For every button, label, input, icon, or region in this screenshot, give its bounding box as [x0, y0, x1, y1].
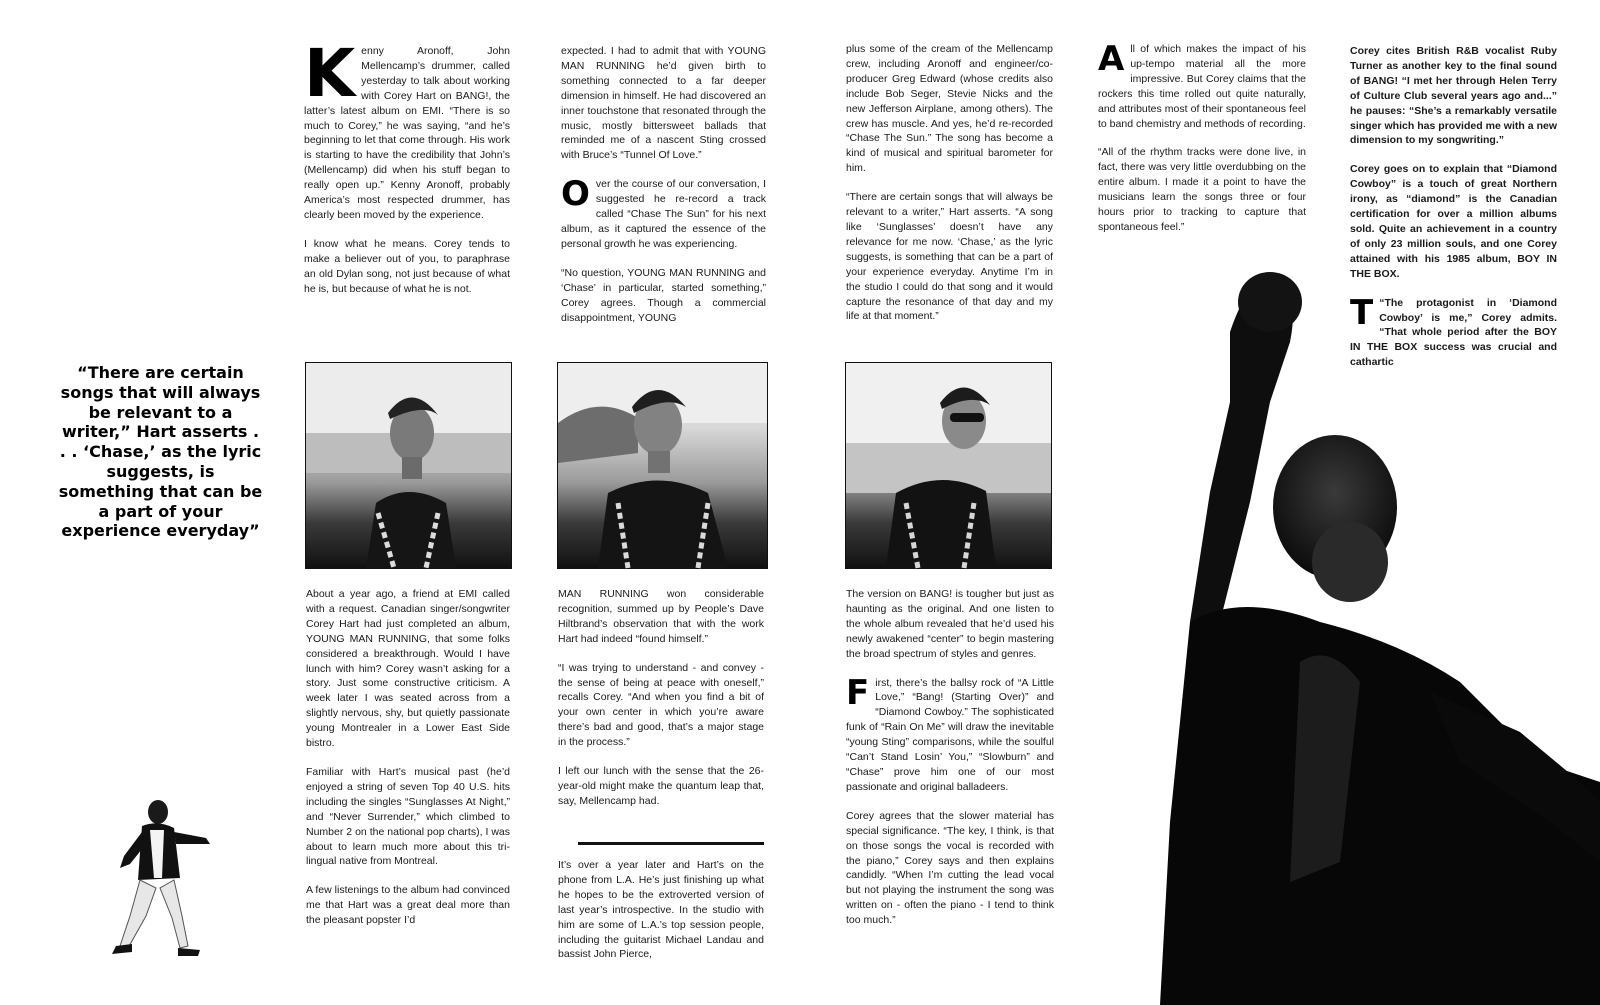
- paragraph: The version on BANG! is tougher but just as haunting as the original. And one listen to the whole album revealed that he’d used his newly awakened “center” to begin mastering the broad spectrum of styles and genres.: [846, 588, 1054, 660]
- pull-quote: “There are certain songs that will always be relevant to a writer,” Hart asserts . . . ‘Chase,’ as the lyric suggests, is something that can be a part of your experience everyday”: [58, 363, 263, 541]
- large-figure-photo: [1100, 262, 1600, 1005]
- paragraph-text: “The protagonist in ‘Diamond Cowboy’ is me,” Corey admits. “That whole period after the BOY IN THE BOX success was crucial and cathartic: [1350, 296, 1557, 369]
- paragraph: [561, 174, 766, 252]
- paragraph: “All of the rhythm tracks were done live, in fact, there was very little overdubbing on the entire album. I made it a point to have the musicians learn the songs three or four hours prior to tracking to capture that spontaneous feel.”: [1098, 146, 1306, 233]
- column-2-top: [561, 44, 766, 344]
- paragraph-text: ll of which makes the impact of his up-tempo material all the more impressive. But Corey claims that the rockers this time rolled out quite naturally, and attributes most of their spontaneous feel to band chemistry and methods of recording.: [1098, 43, 1306, 130]
- paragraph: [304, 35, 510, 223]
- paragraph: [1098, 39, 1306, 131]
- paragraph: I know what he means. Corey tends to make a believer out of you, to paraphrase an old Dylan song, not just because of what he is, but because of what he is not.: [304, 237, 510, 295]
- paragraph: plus some of the cream of the Mellencamp crew, including Aronoff and engineer/co-producer Greg Edward (whose credits also include Bob Seger, Stevie Nicks and the new Jefferson Airplane, among others). The crew has muscle. And yes, he’d re-recorded “Chase The Sun.” The song has become a kind of musical and spiritual barometer for him.: [846, 43, 1053, 175]
- paragraph-text: enny Aronoff, John Mellencamp’s drummer, called yesterday to talk about working with Corey Hart on BANG!, the latter’s latest album on EMI. “There is so much to Corey,” he was saying, “and he’s beginning to let that come through. His work is starting to have the credibility that John’s (Mellencamp) did when his stuff began to really open up.” Kenny Aronoff, probably America’s most respected drummer, has clearly been moved by the experience.: [304, 45, 510, 221]
- paragraph: About a year ago, a friend at EMI called with a request. Canadian singer/songwriter Corey Hart had just completed an album, YOUNG MAN RUNNING, that some folks considered a breakthrough. Would I have lunch with him? Corey wasn’t asking for a story. Just some constructive criticism. A week later I was seated across from a slightly nervous, shy, but quietly passionate young Montrealer in a Lower East Side bistro.: [306, 588, 510, 750]
- column-3-bottom: [846, 587, 1054, 967]
- paragraph: Familiar with Hart’s musical past (he’d enjoyed a string of seven Top 40 U.S. hits including the singles “Sunglasses At Night,” and “Never Surrender,” which climbed to Number 2 on the national pop charts), I was about to learn much more about this tri-lingual native from Montreal.: [306, 765, 510, 868]
- column-1-bottom: [306, 587, 510, 965]
- dancing-figure-small-photo: [102, 798, 220, 963]
- paragraph-text: irst, there’s the ballsy rock of “A Little Love,” “Bang! (Starting Over)” and “Diamond Cowboy.” The sophisticated funk of “Rain On Me” will draw the inevitable “young Sting” comparisons, while the soulful “Can’t Stand Losin’ You,” “Slowburn” and “Chase” prove him one of our most passionate and original balladeers.: [846, 676, 1054, 793]
- paragraph: It’s over a year later and Hart’s on the phone from L.A. He’s just finishing up what he hopes to be the extroverted version of last year’s introspective. In the studio with him are some of L.A.’s top session people, including the guitarist Michael Landau and bassist John Pierce,: [558, 859, 764, 961]
- paragraph: A few listenings to the album had convinced me that Hart was a great deal more than the pleasant popster I’d: [306, 884, 510, 927]
- paragraph: I left our lunch with the sense that the 26-year-old might make the quantum leap that, say, Mellencamp had.: [558, 765, 764, 807]
- photo-portrait-1: [305, 362, 512, 569]
- paragraph: “I was trying to understand - and convey - the sense of being at peace with oneself,” recalls Corey. “And when you find a bit of your own center in which you’re aware there’s bad and good, that’s a major stage in the process.”: [558, 661, 764, 749]
- paragraph: MAN RUNNING won considerable recognition, summed up by People’s Dave Hiltbrand’s observation that with the work Hart had indeed “found himself.”: [558, 588, 764, 645]
- drop-cap: O: [561, 174, 590, 215]
- photo-portrait-3: [845, 362, 1052, 569]
- column-2-bottom: [558, 587, 764, 837]
- paragraph-text: ver the course of our conversation, I suggested he re-record a track called “Chase The Sun” for his next album, as it captured the essence of the personal growth he was experiencing.: [561, 178, 766, 250]
- section-divider-rule: [578, 842, 764, 845]
- drop-cap: F: [846, 672, 870, 713]
- column-3-top: [846, 42, 1053, 342]
- photo-portrait-2: [557, 362, 768, 569]
- column-2-bottom-continued: [558, 858, 764, 968]
- paragraph: [846, 672, 1054, 795]
- paragraph: expected. I had to admit that with YOUNG MAN RUNNING he’d given birth to something connected to a far deeper dimension in himself. He had discovered an inner touchstone that resonated through the music, mostly bittersweet ballads that reminded me of a nascent Sting crossed with Bruce’s “Tunnel Of Love.”: [561, 45, 766, 162]
- paragraph: “There are certain songs that will always be relevant to a writer,” Hart asserts. “A song like ‘Sunglasses’ doesn’t have any relevance for me now. ‘Chase,’ as the lyric suggests, is something that can be a part of your experience everyday. Anytime I’m in the studio I could do that song and it would capture the resonance of that day and my life at that moment.”: [846, 191, 1053, 323]
- column-1-top: [304, 35, 510, 344]
- paragraph: “No question, YOUNG MAN RUNNING and ‘Chase’ in particular, started something,” Corey agrees. Though a commercial disappointment, YOUNG: [561, 266, 766, 324]
- paragraph: Corey agrees that the slower material has special significance. “The key, I think, is that on those songs the vocal is recorded with the piano,” Corey says and then explains candidly. “When I’m cutting the lead vocal but not playing the instrument the song was written on - often the piano - I tend to think too much.”: [846, 809, 1054, 927]
- column-4-top: [1098, 39, 1306, 262]
- paragraph: Corey goes on to explain that “Diamond Cowboy” is a touch of great Northern irony, as “diamond” is the Canadian certification for over a million albums sold. Quite an achievement in a country of only 23 million souls, and one Corey attained with his 1985 album, BOY IN THE BOX.: [1350, 163, 1557, 280]
- drop-cap: A: [1098, 39, 1125, 79]
- drop-cap: T: [1350, 292, 1374, 333]
- drop-cap: K: [304, 35, 356, 112]
- paragraph: Corey cites British R&B vocalist Ruby Turner as another key to the final sound of BANG! “I met her through Helen Terry of Culture Club several years ago and...” he pauses: “She’s a remarkably versatile singer which has provided me with a new dimension to my songwriting.”: [1350, 45, 1557, 147]
